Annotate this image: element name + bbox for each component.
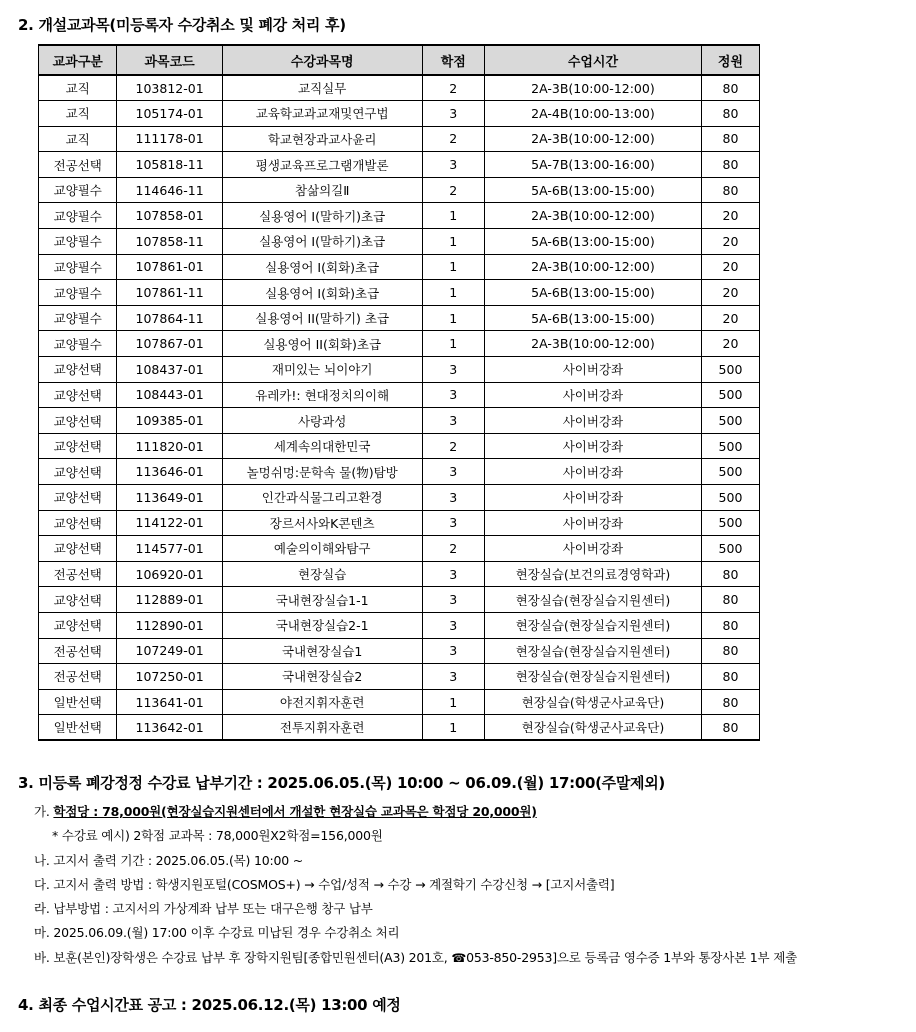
- cell-credits: 3: [422, 485, 484, 511]
- cell-category: 교양선택: [39, 433, 117, 459]
- cell-class-time: 2A-4B(10:00-13:00): [484, 101, 701, 127]
- cell-capacity: 80: [701, 126, 759, 152]
- cell-course-name: 전투지휘자훈련: [222, 715, 422, 741]
- cell-credits: 1: [422, 715, 484, 741]
- cell-category: 교직: [39, 101, 117, 127]
- cell-course-name: 야전지휘자훈련: [222, 689, 422, 715]
- table-row: [39, 408, 760, 434]
- cell-course-name: 실용영어 I(말하기)초급: [222, 203, 422, 229]
- cell-category: 교양필수: [39, 177, 117, 203]
- cell-class-time: 사이버강좌: [484, 433, 701, 459]
- cell-class-time: 사이버강좌: [484, 357, 701, 383]
- cell-code: 112889-01: [117, 587, 222, 613]
- cell-code: 108437-01: [117, 357, 222, 383]
- cell-class-time: 사이버강좌: [484, 485, 701, 511]
- cell-course-name: 실용영어 I(회화)초급: [222, 280, 422, 306]
- cell-code: 114646-11: [117, 177, 222, 203]
- section-2-title: 2. 개설교과목(미등록자 수강취소 및 폐강 처리 후): [18, 16, 346, 34]
- table-row: [39, 536, 760, 562]
- cell-course-name: 교직실무: [222, 75, 422, 101]
- cell-category: 교양선택: [39, 357, 117, 383]
- note-ga-prefix: 가.: [34, 804, 54, 819]
- cell-category: 일반선택: [39, 689, 117, 715]
- cell-credits: 1: [422, 203, 484, 229]
- table-row: [39, 305, 760, 331]
- cell-code: 107864-11: [117, 305, 222, 331]
- cell-credits: 3: [422, 638, 484, 664]
- table-header-row: [39, 45, 760, 75]
- cell-class-time: 5A-6B(13:00-15:00): [484, 229, 701, 255]
- note-ba-before: 바. 보훈(본인)장학생은 수강료 납부 후 장학지원팀[종합민원센터(A3) 201호,: [34, 949, 448, 965]
- note-example: * 수강료 예시) 2학점 교과목 : 78,000원X2학점=156,000원: [52, 828, 383, 844]
- cell-credits: 3: [422, 587, 484, 613]
- cell-course-name: 유레카!: 현대정치의이해: [222, 382, 422, 408]
- note-ra: 라. 납부방법 : 고지서의 가상계좌 납부 또는 대구은행 창구 납부: [34, 901, 373, 917]
- table-row: [39, 280, 760, 306]
- header-course-name: 수강과목명: [222, 45, 422, 75]
- cell-code: 114122-01: [117, 510, 222, 536]
- cell-course-name: 실용영어 I(회화)초급: [222, 254, 422, 280]
- header-category: 교과구분: [39, 45, 117, 75]
- section-3-title: 3. 미등록 폐강정정 수강료 납부기간 : 2025.06.05.(목) 10:00 ~ 06.09.(월) 17:00(주말제외): [18, 774, 665, 792]
- cell-code: 111178-01: [117, 126, 222, 152]
- cell-code: 107249-01: [117, 638, 222, 664]
- cell-class-time: 현장실습(학생군사교육단): [484, 715, 701, 741]
- table-row: [39, 664, 760, 690]
- cell-category: 교직: [39, 75, 117, 101]
- cell-class-time: 사이버강좌: [484, 459, 701, 485]
- cell-credits: 3: [422, 459, 484, 485]
- note-da: 다. 고지서 출력 방법 : 학생지원포털(COSMOS+) → 수업/성적 → 수강 → 계절학기 수강신청 → [고지서출력]: [34, 876, 615, 892]
- table-row: [39, 638, 760, 664]
- cell-credits: 2: [422, 126, 484, 152]
- cell-capacity: 20: [701, 254, 759, 280]
- cell-code: 113646-01: [117, 459, 222, 485]
- table-row: [39, 101, 760, 127]
- cell-capacity: 500: [701, 357, 759, 383]
- cell-code: 105818-11: [117, 152, 222, 178]
- cell-credits: 1: [422, 689, 484, 715]
- cell-code: 107858-01: [117, 203, 222, 229]
- payment-notes: [34, 800, 904, 970]
- cell-class-time: 현장실습(현장실습지원센터): [484, 664, 701, 690]
- table-row: [39, 357, 760, 383]
- cell-category: 교양필수: [39, 254, 117, 280]
- cell-class-time: 2A-3B(10:00-12:00): [484, 331, 701, 357]
- cell-code: 107867-01: [117, 331, 222, 357]
- cell-course-name: 장르서사와K콘텐츠: [222, 510, 422, 536]
- cell-course-name: 참삶의길Ⅱ: [222, 177, 422, 203]
- table-row: [39, 126, 760, 152]
- table-row: [39, 75, 760, 101]
- cell-class-time: 2A-3B(10:00-12:00): [484, 254, 701, 280]
- cell-code: 108443-01: [117, 382, 222, 408]
- table-row: [39, 510, 760, 536]
- cell-category: 교양선택: [39, 408, 117, 434]
- cell-course-name: 학교현장과교사윤리: [222, 126, 422, 152]
- cell-course-name: 인간과식물그리고환경: [222, 485, 422, 511]
- cell-code: 103812-01: [117, 75, 222, 101]
- cell-credits: 3: [422, 664, 484, 690]
- cell-code: 113649-01: [117, 485, 222, 511]
- note-ga: [34, 800, 904, 824]
- cell-class-time: 2A-3B(10:00-12:00): [484, 75, 701, 101]
- cell-class-time: 현장실습(학생군사교육단): [484, 689, 701, 715]
- note-ga-text: 학점당 : 78,000원(현장실습지원센터에서 개설한 현장실습 교과목은 학점당 20,000원): [53, 804, 537, 819]
- cell-class-time: 5A-6B(13:00-15:00): [484, 280, 701, 306]
- cell-class-time: 현장실습(현장실습지원센터): [484, 638, 701, 664]
- cell-course-name: 실용영어 I(말하기)초급: [222, 229, 422, 255]
- cell-course-name: 국내현장실습2: [222, 664, 422, 690]
- cell-capacity: 20: [701, 331, 759, 357]
- cell-class-time: 사이버강좌: [484, 382, 701, 408]
- table-row: [39, 689, 760, 715]
- cell-category: 교양선택: [39, 459, 117, 485]
- cell-credits: 3: [422, 408, 484, 434]
- cell-code: 106920-01: [117, 561, 222, 587]
- cell-capacity: 500: [701, 408, 759, 434]
- cell-category: 교양선택: [39, 612, 117, 638]
- cell-category: 교양필수: [39, 331, 117, 357]
- cell-category: 교양선택: [39, 587, 117, 613]
- cell-capacity: 20: [701, 229, 759, 255]
- header-capacity: 정원: [701, 45, 759, 75]
- cell-code: 114577-01: [117, 536, 222, 562]
- cell-course-name: 교육학교과교재및연구법: [222, 101, 422, 127]
- table-row: [39, 229, 760, 255]
- cell-course-name: 사랑과성: [222, 408, 422, 434]
- cell-code: 109385-01: [117, 408, 222, 434]
- cell-category: 교양선택: [39, 536, 117, 562]
- cell-capacity: 80: [701, 638, 759, 664]
- cell-credits: 1: [422, 305, 484, 331]
- cell-course-name: 세계속의대한민국: [222, 433, 422, 459]
- cell-class-time: 5A-6B(13:00-15:00): [484, 305, 701, 331]
- cell-code: 113642-01: [117, 715, 222, 741]
- cell-category: 일반선택: [39, 715, 117, 741]
- cell-credits: 2: [422, 177, 484, 203]
- table-row: [39, 382, 760, 408]
- cell-course-name: 현장실습: [222, 561, 422, 587]
- cell-capacity: 80: [701, 152, 759, 178]
- header-class-time: 수업시간: [484, 45, 701, 75]
- cell-credits: 3: [422, 612, 484, 638]
- table-row: [39, 459, 760, 485]
- cell-category: 교양선택: [39, 382, 117, 408]
- cell-capacity: 80: [701, 177, 759, 203]
- cell-capacity: 20: [701, 280, 759, 306]
- cell-capacity: 80: [701, 587, 759, 613]
- cell-code: 107861-01: [117, 254, 222, 280]
- cell-category: 교직: [39, 126, 117, 152]
- header-credits: 학점: [422, 45, 484, 75]
- cell-capacity: 500: [701, 485, 759, 511]
- note-na: 나. 고지서 출력 기간 : 2025.06.05.(목) 10:00 ~: [34, 852, 304, 868]
- cell-class-time: 5A-7B(13:00-16:00): [484, 152, 701, 178]
- cell-capacity: 500: [701, 433, 759, 459]
- cell-class-time: 사이버강좌: [484, 510, 701, 536]
- cell-class-time: 5A-6B(13:00-15:00): [484, 177, 701, 203]
- note-ba-after: 053-850-2953]으로 등록금 영수증 1부와 통장사본 1부 제출: [466, 949, 797, 965]
- cell-code: 113641-01: [117, 689, 222, 715]
- cell-class-time: 2A-3B(10:00-12:00): [484, 126, 701, 152]
- cell-credits: 2: [422, 536, 484, 562]
- cell-category: 전공선택: [39, 638, 117, 664]
- cell-credits: 3: [422, 561, 484, 587]
- cell-code: 105174-01: [117, 101, 222, 127]
- cell-credits: 1: [422, 331, 484, 357]
- table-row: [39, 587, 760, 613]
- cell-course-name: 국내현장실습1-1: [222, 587, 422, 613]
- telephone-icon: ☎: [451, 950, 467, 965]
- cell-category: 교양선택: [39, 485, 117, 511]
- cell-category: 교양필수: [39, 280, 117, 306]
- table-row: [39, 152, 760, 178]
- cell-course-name: 놀멍쉬멍:문학속 물(物)탐방: [222, 459, 422, 485]
- cell-code: 112890-01: [117, 612, 222, 638]
- cell-code: 107858-11: [117, 229, 222, 255]
- course-table: [38, 44, 760, 741]
- cell-credits: 1: [422, 254, 484, 280]
- cell-course-name: 예술의이해와탐구: [222, 536, 422, 562]
- cell-capacity: 20: [701, 305, 759, 331]
- cell-course-name: 평생교육프로그램개발론: [222, 152, 422, 178]
- cell-class-time: 사이버강좌: [484, 408, 701, 434]
- cell-capacity: 80: [701, 101, 759, 127]
- cell-credits: 2: [422, 75, 484, 101]
- note-ma: 마. 2025.06.09.(월) 17:00 이후 수강료 미납된 경우 수강취소 처리: [34, 925, 400, 941]
- cell-class-time: 현장실습(보건의료경영학과): [484, 561, 701, 587]
- cell-class-time: 현장실습(현장실습지원센터): [484, 612, 701, 638]
- cell-credits: 3: [422, 510, 484, 536]
- cell-category: 전공선택: [39, 152, 117, 178]
- cell-credits: 1: [422, 280, 484, 306]
- cell-category: 전공선택: [39, 561, 117, 587]
- cell-credits: 2: [422, 433, 484, 459]
- cell-capacity: 80: [701, 689, 759, 715]
- cell-course-name: 국내현장실습2-1: [222, 612, 422, 638]
- cell-credits: 3: [422, 101, 484, 127]
- table-row: [39, 433, 760, 459]
- cell-category: 전공선택: [39, 664, 117, 690]
- cell-capacity: 500: [701, 536, 759, 562]
- table-row: [39, 612, 760, 638]
- cell-capacity: 20: [701, 203, 759, 229]
- cell-class-time: 사이버강좌: [484, 536, 701, 562]
- cell-class-time: 2A-3B(10:00-12:00): [484, 203, 701, 229]
- cell-credits: 3: [422, 357, 484, 383]
- table-row: [39, 177, 760, 203]
- cell-credits: 1: [422, 229, 484, 255]
- cell-category: 교양선택: [39, 510, 117, 536]
- table-row: [39, 254, 760, 280]
- cell-class-time: 현장실습(현장실습지원센터): [484, 587, 701, 613]
- cell-capacity: 80: [701, 715, 759, 741]
- cell-capacity: 80: [701, 561, 759, 587]
- cell-capacity: 500: [701, 382, 759, 408]
- cell-capacity: 500: [701, 510, 759, 536]
- cell-capacity: 80: [701, 664, 759, 690]
- header-code: 과목코드: [117, 45, 222, 75]
- cell-credits: 3: [422, 382, 484, 408]
- cell-capacity: 500: [701, 459, 759, 485]
- cell-category: 교양필수: [39, 305, 117, 331]
- cell-code: 107861-11: [117, 280, 222, 306]
- cell-course-name: 실용영어 II(말하기) 초급: [222, 305, 422, 331]
- table-row: [39, 203, 760, 229]
- table-row: [39, 715, 760, 741]
- section-4-title: 4. 최종 수업시간표 공고 : 2025.06.12.(목) 13:00 예정: [18, 996, 401, 1014]
- cell-credits: 3: [422, 152, 484, 178]
- cell-code: 111820-01: [117, 433, 222, 459]
- cell-code: 107250-01: [117, 664, 222, 690]
- cell-capacity: 80: [701, 75, 759, 101]
- cell-capacity: 80: [701, 612, 759, 638]
- table-row: [39, 485, 760, 511]
- cell-course-name: 국내현장실습1: [222, 638, 422, 664]
- cell-course-name: 재미있는 뇌이야기: [222, 357, 422, 383]
- cell-course-name: 실용영어 II(회화)초급: [222, 331, 422, 357]
- cell-category: 교양필수: [39, 229, 117, 255]
- table-row: [39, 331, 760, 357]
- note-ba: [34, 946, 904, 970]
- table-row: [39, 561, 760, 587]
- cell-category: 교양필수: [39, 203, 117, 229]
